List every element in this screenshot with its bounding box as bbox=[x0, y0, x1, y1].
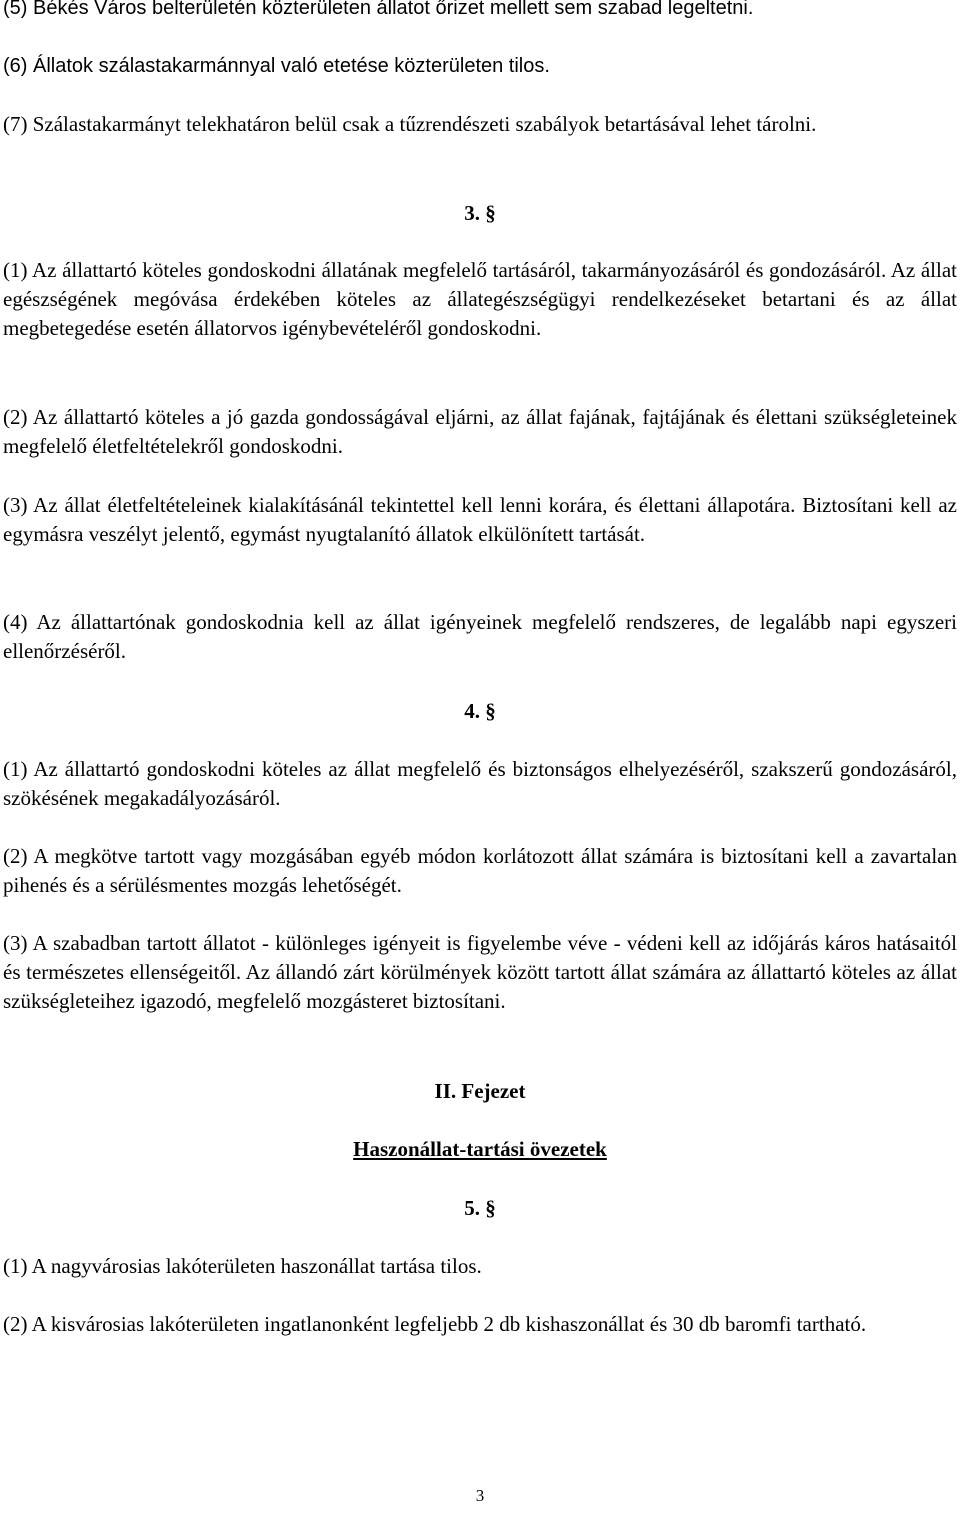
paragraph-3-4: (4) Az állattartónak gondoskodnia kell az állat igényeinek megfelelő rendszeres, de legalább napi egyszeri ellenőrzéséről. bbox=[3, 610, 957, 663]
paragraph-3-3: (3) Az állat életfeltételeinek kialakításánál tekintettel kell lenni korára, és élettani állapotára. Biztosítani kell az egymásra veszélyt jelentő, egymást nyugtalanító állatok elkülönített tartását. bbox=[3, 493, 957, 546]
paragraph-3-1: (1) Az állattartó köteles gondoskodni állatának megfelelő tartásáról, takarmányozásáról és gondozásáról. Az állat egészségének megóvása érdekében köteles az állategészségügyi rendelkezéseket betartani és az állat megbetegedése esetén állatorvos igénybevételéről gondoskodni. bbox=[3, 258, 957, 340]
chapter-subtitle: Haszonállat-tartási övezetek bbox=[353, 1137, 607, 1161]
paragraph-4-3: (3) A szabadban tartott állatot - különleges igényeit is figyelembe véve - védeni kell az időjárás káros hatásaitól és természetes ellenségeitől. Az állandó zárt körülmények között tartott állat számára az állattartó köteles az állat szükségleteihez igazodó, megfelelő mozgásteret biztosítani. bbox=[3, 931, 957, 1013]
paragraph-5-2: (2) A kisvárosias lakóterületen ingatlanonként legfeljebb 2 db kishaszonállat és 30 db baromfi tartható. bbox=[3, 1312, 867, 1336]
paragraph-4-1: (1) Az állattartó gondoskodni köteles az állat megfelelő és biztonságos elhelyezéséről, szakszerű gondozásáról, szökésének megakadályozásáról. bbox=[3, 757, 957, 810]
paragraph-3-2: (2) Az állattartó köteles a jó gazda gondosságával eljárni, az állat fajának, fajtájának és élettani szükségleteinek megfelelő életfeltételekről gondoskodni. bbox=[3, 405, 957, 458]
section-4-heading: 4. § bbox=[464, 699, 496, 723]
paragraph-2-5: (5) Békés Város belterületén közterületen állatot őrizet mellett sem szabad legeltetni. bbox=[3, 0, 754, 19]
paragraph-2-7: (7) Szálastakarmányt telekhatáron belül csak a tűzrendészeti szabályok betartásával lehet tárolni. bbox=[3, 112, 817, 136]
chapter-title: II. Fejezet bbox=[434, 1079, 526, 1103]
paragraph-2-6: (6) Állatok szálastakarmánnyal való etetése közterületen tilos. bbox=[3, 55, 550, 77]
paragraph-5-1: (1) A nagyvárosias lakóterületen haszonállat tartása tilos. bbox=[3, 1254, 482, 1278]
section-3-heading: 3. § bbox=[464, 201, 496, 225]
paragraph-4-2: (2) A megkötve tartott vagy mozgásában egyéb módon korlátozott állat számára is biztosítani kell a zavartalan pihenés és a sérülésmentes mozgás lehetőségét. bbox=[3, 844, 957, 897]
section-5-heading: 5. § bbox=[464, 1196, 496, 1220]
page-number: 3 bbox=[475, 1486, 485, 1505]
